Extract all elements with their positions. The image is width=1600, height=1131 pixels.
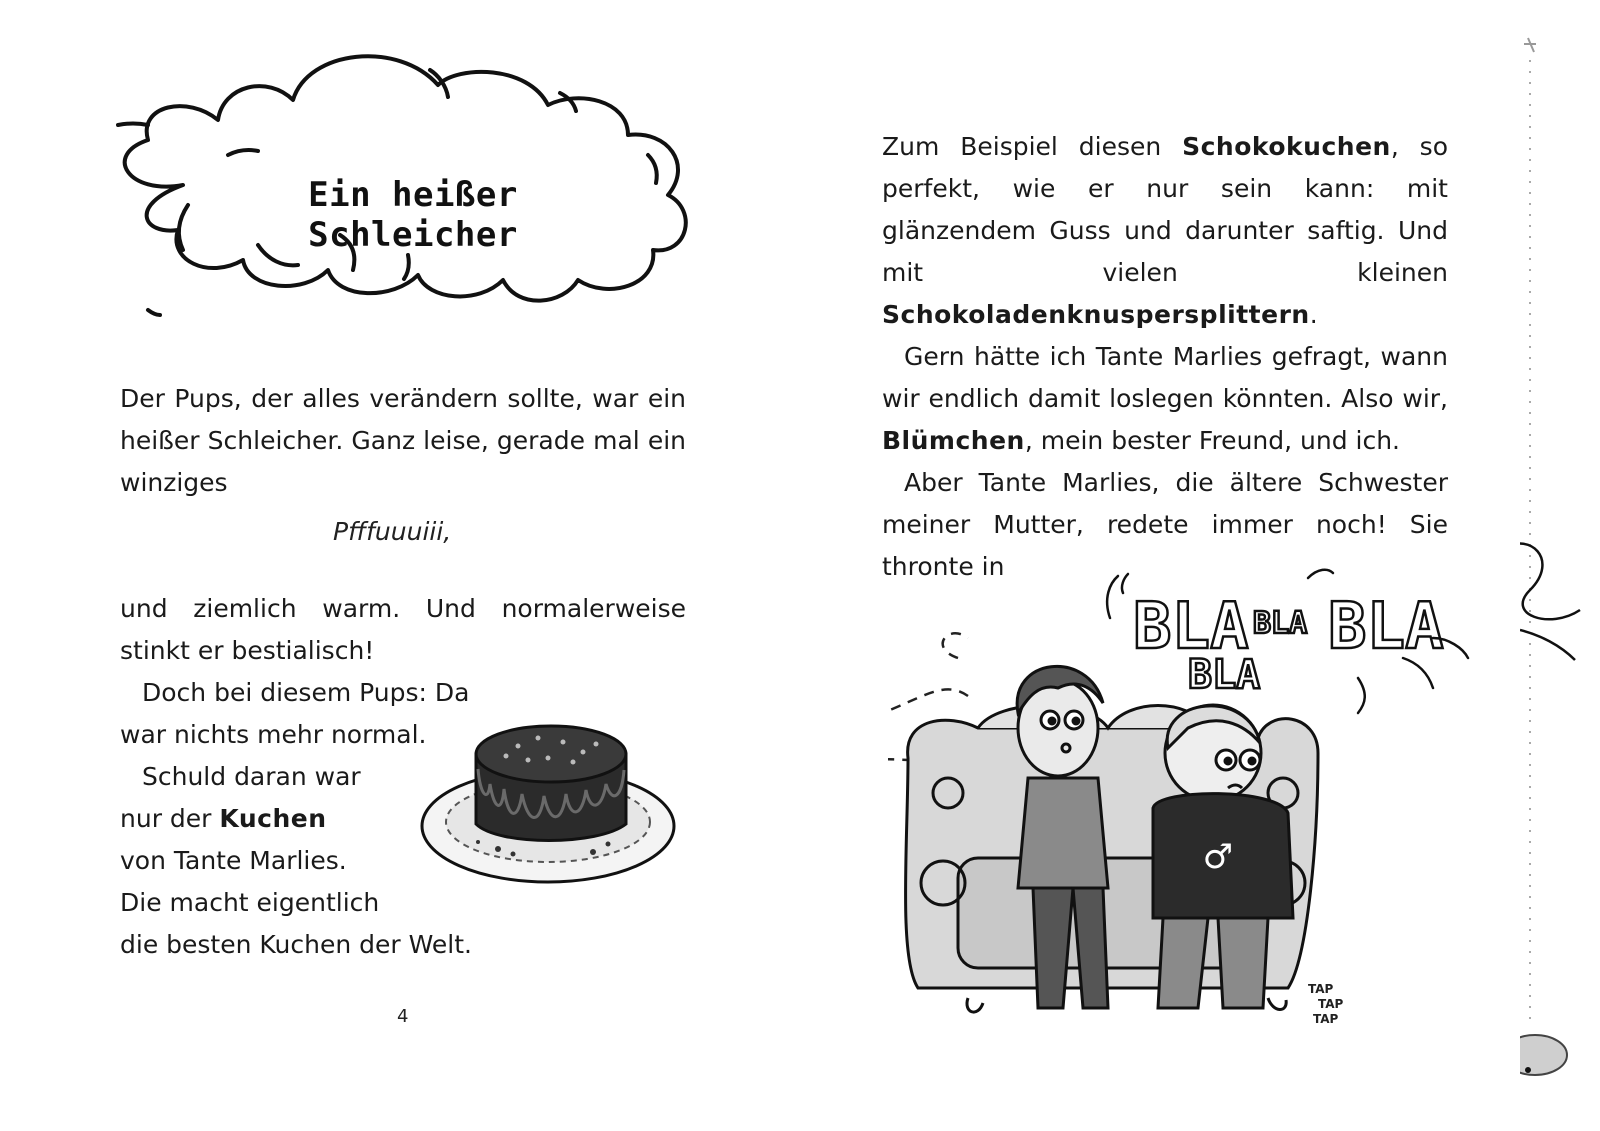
speech-text: BLA (1188, 652, 1261, 698)
sofa-kids-icon (888, 538, 1488, 1038)
emphasis-word: Schokokuchen (1182, 132, 1391, 161)
tap-text: TAP (1313, 1012, 1339, 1026)
text-fragment: Gern hätte ich Tante Marlies gefragt, wann wir endlich damit loslegen könnten. Also wir, (882, 342, 1448, 413)
dotted-line-icon (1520, 30, 1600, 1120)
text-fragment: , mein bester Freund, und ich. (1024, 426, 1401, 455)
text-fragment: nur der (120, 804, 220, 833)
emphasis-word: Blümchen (882, 426, 1025, 455)
text-line: Die macht eigentlich (120, 888, 380, 917)
page-number: 4 (397, 1006, 409, 1027)
chapter-title-cloud (108, 45, 698, 325)
text-fragment: Zum Beispiel diesen (882, 132, 1183, 161)
text-fragment: . (1309, 300, 1318, 329)
right-text-block (882, 126, 1448, 588)
speech-text: BLA (1253, 606, 1308, 641)
text-line: die besten Kuchen der Welt. (120, 930, 472, 959)
paragraph-question (882, 336, 1448, 462)
speech-text: BLA (1133, 590, 1249, 664)
speech-text: BLA (1328, 590, 1444, 664)
text-fragment: , so perfekt, wie er nur sein kann: mit glänzendem Guss und darunter saftig. Und mit vielen kleinen (882, 132, 1448, 287)
paragraph-cake-description (882, 126, 1448, 336)
shirt-symbol: ♂ (1202, 837, 1234, 877)
page-edge-decoration (1520, 30, 1600, 1125)
sofa-illustration (888, 538, 1488, 1043)
cake-icon (418, 714, 680, 889)
paragraph-intro: Der Pups, der alles verändern sollte, war ein heißer Schleicher. Ganz leise, gerade mal ein winziges (120, 384, 686, 497)
sound-effect-text: Pfffuuuiii, (333, 517, 452, 546)
text-line: Schuld daran war (142, 762, 361, 791)
emphasis-word: Schokoladenknuspersplittern (882, 300, 1310, 329)
chocolate-cake-illustration (418, 714, 680, 894)
chapter-title: Ein heißer Schleicher (308, 175, 518, 255)
right-page (800, 0, 1600, 1131)
text-line: von Tante Marlies. (120, 846, 347, 875)
text-line: Doch bei diesem Pups: Da (142, 678, 470, 707)
emphasis-word: Kuchen (219, 804, 327, 833)
paragraph-aunt: Aber Tante Marlies, die ältere Schwester meiner Mutter, redete immer noch! Sie thronte in (882, 468, 1448, 581)
tap-text: TAP (1318, 997, 1344, 1011)
text-line: war nichts mehr normal. (120, 720, 427, 749)
paragraph-warm: und ziemlich warm. Und normalerweise stinkt er bestialisch! (120, 594, 686, 665)
tap-text: TAP (1308, 982, 1334, 996)
